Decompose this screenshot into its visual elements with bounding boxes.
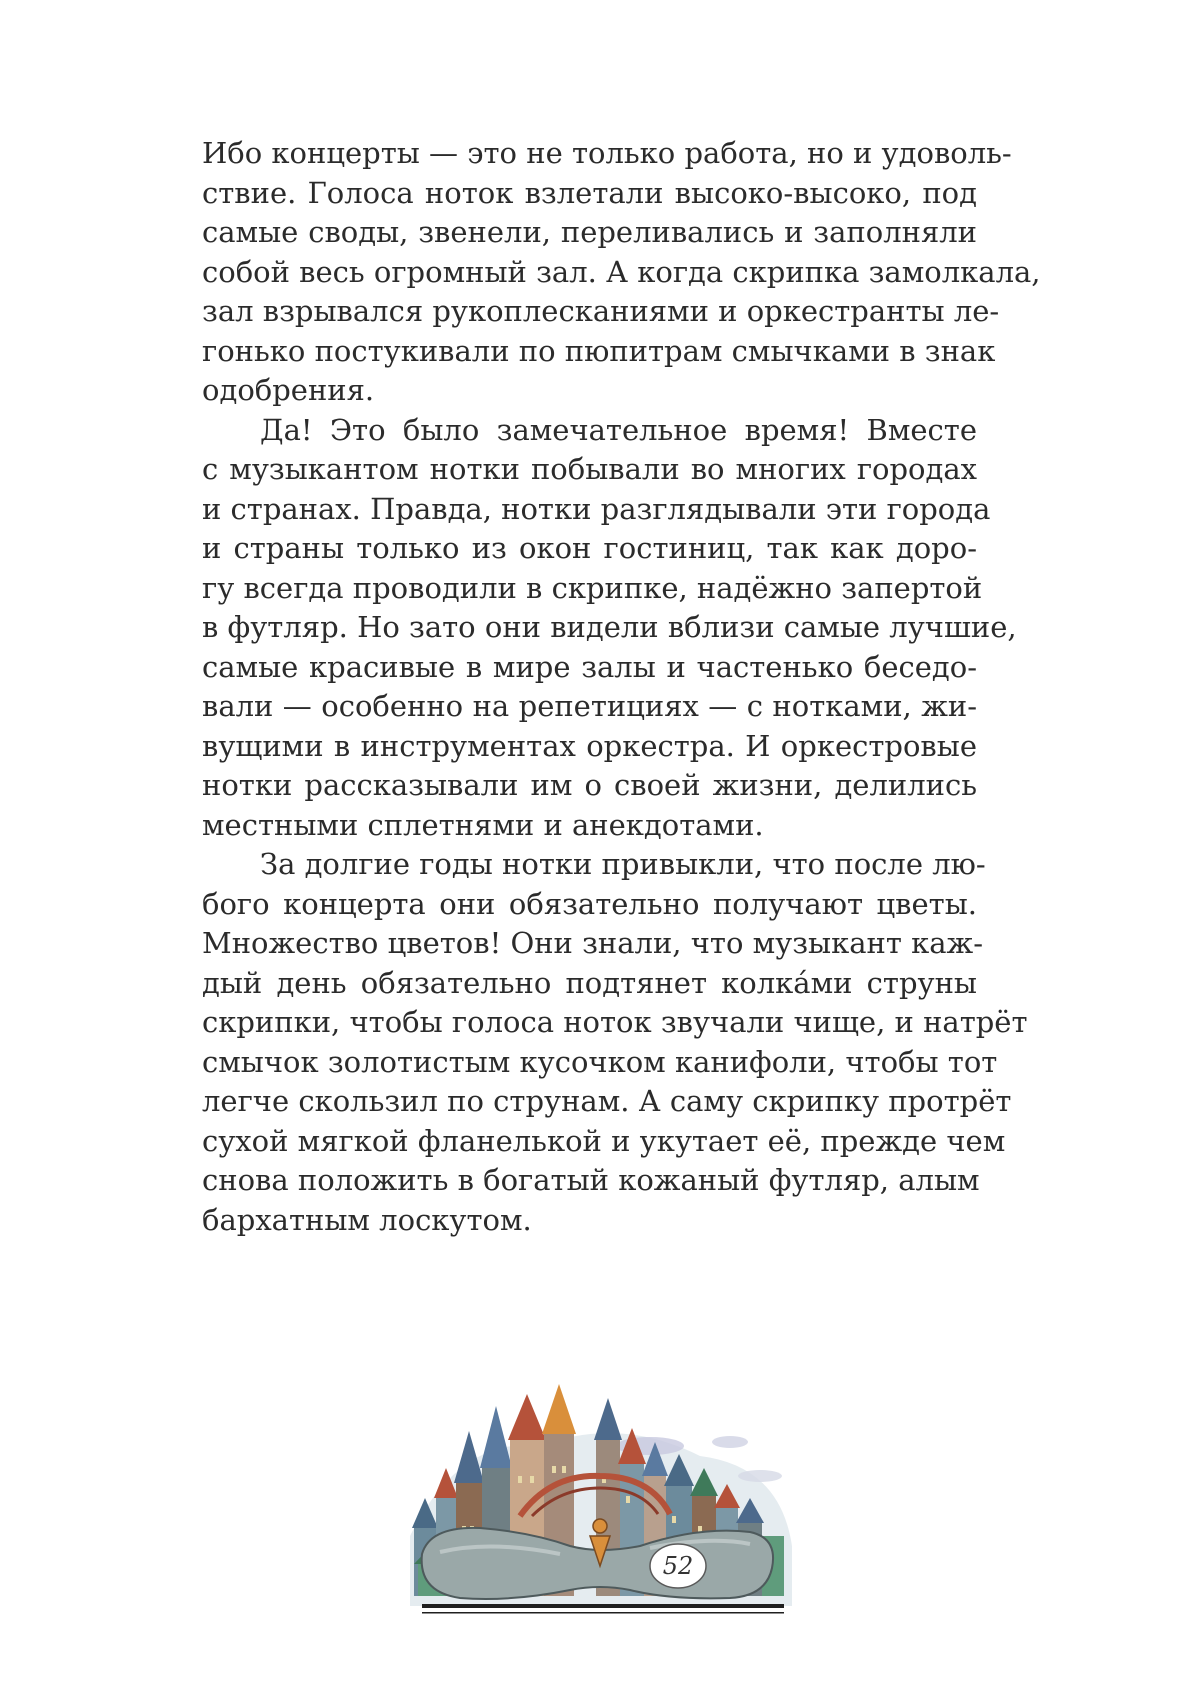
body-text (202, 134, 1041, 1240)
text-line: и странах. Правда, нотки разглядывали эти города (202, 491, 991, 526)
text-line: вали — особенно на репетициях — с нотками, жи- (202, 689, 977, 723)
text-line: гу всегда проводили в скрипке, надёжно запертой (202, 570, 983, 605)
text-line: гонько постукивали по пюпитрам смычками в знак (202, 333, 996, 368)
paragraph-3 (202, 845, 1028, 1240)
text-line: снова положить в богатый кожаный футляр, алым (202, 1163, 980, 1197)
ground-rule-thin (422, 1612, 784, 1614)
ground-rule (422, 1604, 784, 1608)
paragraph-1 (202, 134, 1041, 411)
text-line: собой весь огромный зал. А когда скрипка замолкала, (202, 254, 1041, 289)
text-line: вущими в инструментах оркестра. И оркестровые (202, 728, 977, 763)
text-line: Множество цветов! Они знали, что музыкант каж- (202, 926, 984, 960)
text-line: и страны только из окон гостиниц, так как доро- (202, 531, 977, 565)
text-line: бого концерта они обязательно получают цветы. (202, 886, 977, 921)
text-line: дый день обязательно подтянет колка́ми струны (202, 965, 977, 1000)
text-line: нотки рассказывали им о своей жизни, делились (202, 768, 977, 802)
text-line: сухой мягкой фланелькой и укутает её, прежде чем (202, 1123, 1006, 1158)
text-line: За долгие годы нотки привыкли, что после лю- (260, 847, 986, 881)
cloud (712, 1436, 748, 1448)
text-line: Да! Это было замечательное время! Вместе (260, 412, 977, 447)
text-line: одобрения. (202, 373, 375, 407)
text-line: с музыкантом нотки побывали во многих городах (202, 452, 977, 486)
text-line: смычок золотистым кусочком канифоли, чтобы тот (202, 1044, 998, 1079)
text-line: легче скользил по струнам. А саму скрипку протрёт (202, 1084, 1012, 1118)
text-line: ствие. Голоса ноток взлетали высоко-высоко, под (202, 175, 977, 210)
text-line: зал взрывался рукоплесканиями и оркестранты ле- (202, 294, 1000, 328)
text-line: самые красивые в мире залы и частенько беседо- (202, 649, 977, 684)
text-line: самые своды, звенели, переливались и заполняли (202, 215, 977, 249)
text-line: бархатным лоскутом. (202, 1202, 532, 1237)
cloud (738, 1470, 782, 1482)
text-line: в футляр. Но зато они видели вблизи самые лучшие, (202, 610, 1017, 644)
town-violin-case-illustration (400, 1376, 800, 1626)
text-line: местными сплетнями и анекдотами. (202, 807, 764, 842)
text-line: Ибо концерты — это не только работа, но и удоволь- (202, 136, 1012, 170)
page-number: 52 (662, 1552, 694, 1580)
paragraph-2 (202, 411, 1017, 846)
text-line: скрипки, чтобы голоса ноток звучали чище, и натрёт (202, 1005, 1028, 1039)
